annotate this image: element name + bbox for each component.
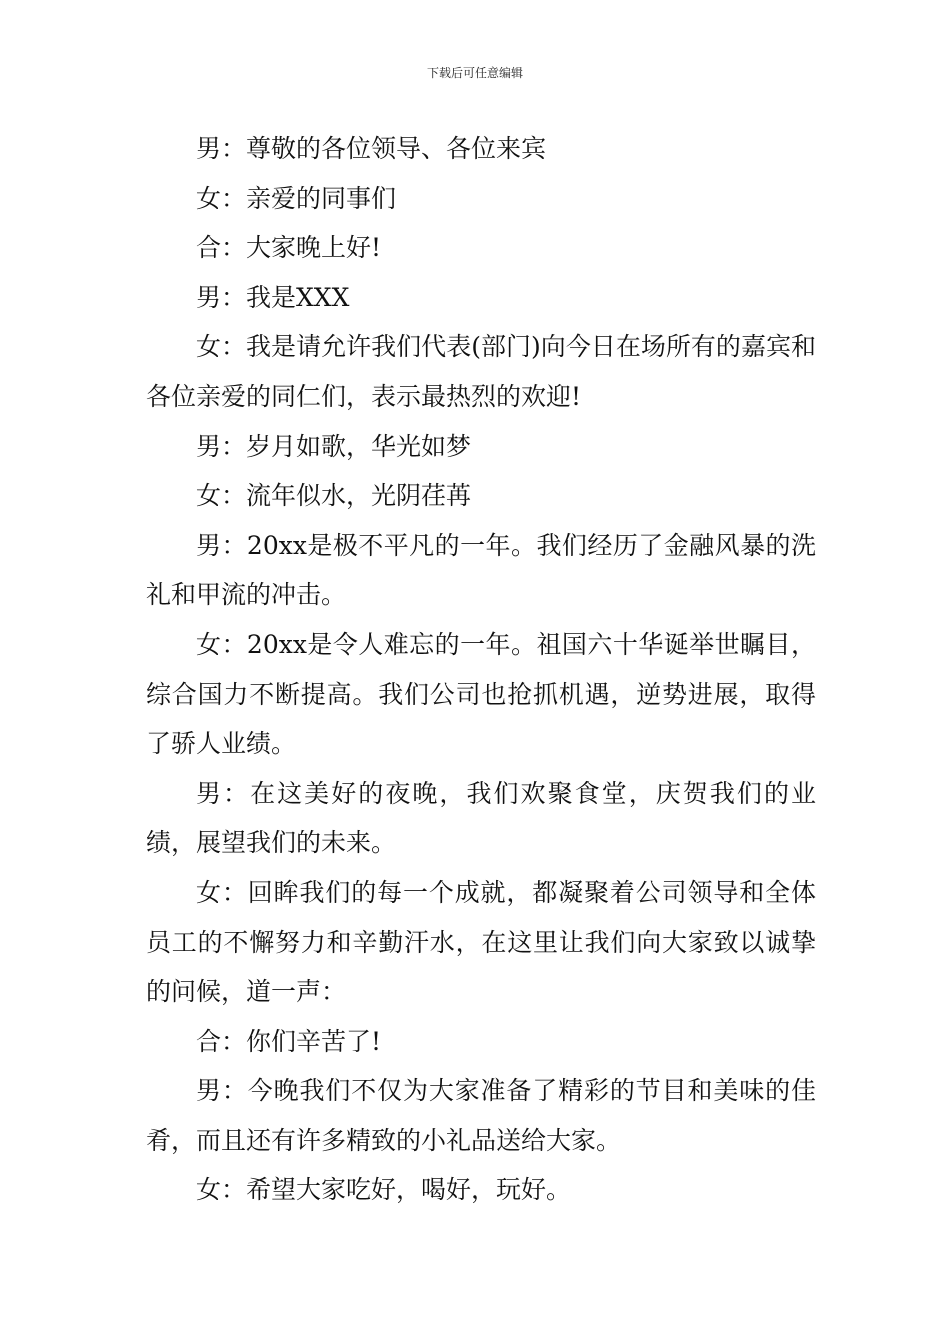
header-note: 下载后可任意编辑: [426, 66, 523, 80]
dialogue-line: 合：你们辛苦了!: [196, 1026, 382, 1056]
dialogue-line: 男：今晚我们不仅为大家准备了精彩的节目和美味的佳肴，而且还有许多精致的小礼品送给大家。: [146, 1076, 816, 1155]
dialogue-line: 合：大家晚上好!: [196, 233, 382, 263]
dialogue-line: 女：我是请允许我们代表(部门)向今日在场所有的嘉宾和各位亲爱的同仁们，表示最热烈的欢迎!: [146, 332, 816, 411]
dialogue-line: 男：岁月如歌，华光如梦: [196, 431, 472, 461]
dialogue-line: 女：希望大家吃好，喝好，玩好。: [196, 1175, 572, 1205]
dialogue-line: 女：流年似水，光阴荏苒: [196, 481, 472, 511]
dialogue-line: 女：20xx是令人难忘的一年。祖国六十华诞举世瞩目，综合国力不断提高。我们公司也抢抓机遇，逆势进展，取得了骄人业绩。: [146, 629, 816, 759]
dialogue-line: 女：回眸我们的每一个成就，都凝聚着公司领导和全体员工的不懈努力和辛勤汗水，在这里让我们向大家致以诚挚的问候，道一声：: [146, 877, 816, 1007]
dialogue-line: 男：在这美好的夜晚，我们欢聚食堂，庆贺我们的业绩，展望我们的未来。: [146, 778, 816, 858]
dialogue-line: 女：亲爱的同事们: [196, 183, 397, 213]
dialogue-line: 男：我是XXX: [196, 282, 350, 312]
script-body: [146, 124, 816, 1215]
dialogue-line: 男：尊敬的各位领导、各位来宾: [196, 134, 547, 163]
dialogue-line: 男：20xx是极不平凡的一年。我们经历了金融风暴的洗礼和甲流的冲击。: [146, 530, 816, 610]
